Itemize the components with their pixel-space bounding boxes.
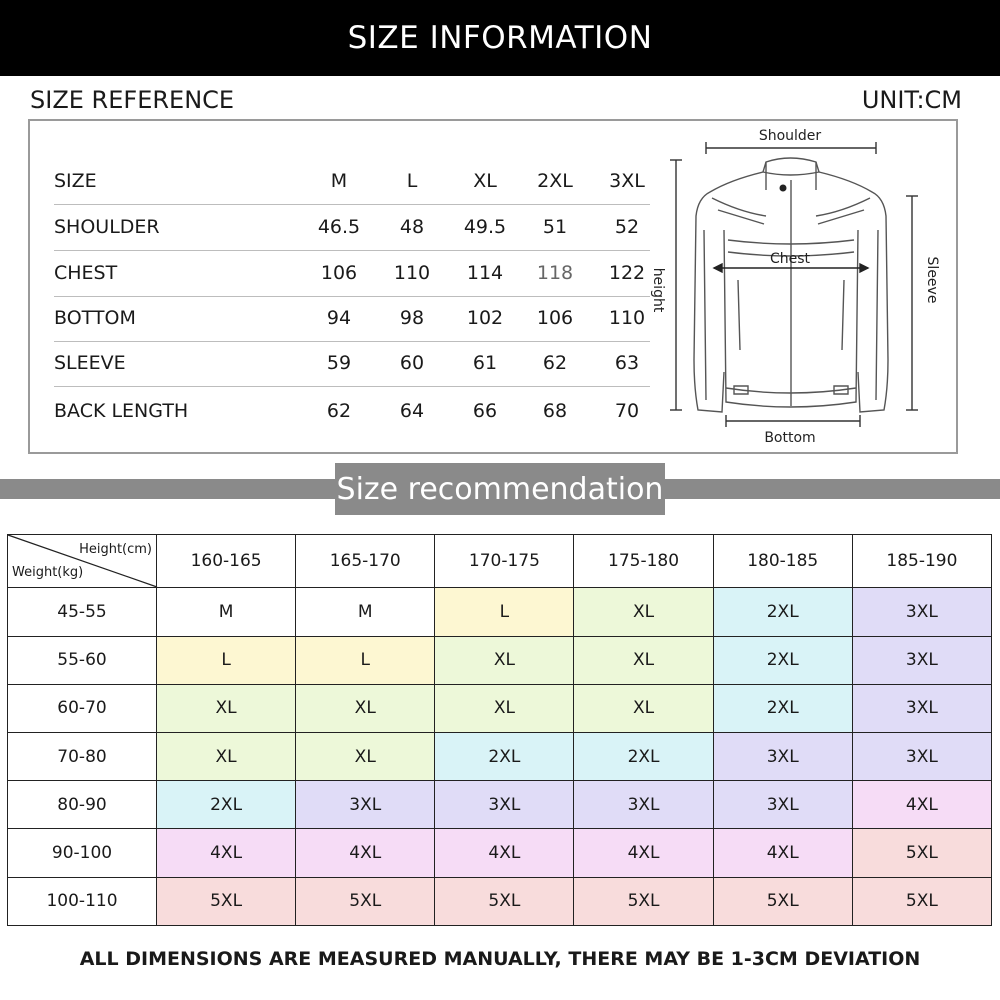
size-cell: 2XL [713,636,852,684]
table-row [8,829,992,877]
size-cell: L [296,636,435,684]
size-cell: XL [435,684,574,732]
height-header: 160-165 [157,535,296,588]
weight-cell: 80-90 [8,781,157,829]
weight-cell: 70-80 [8,732,157,780]
measurement-value: 63 [614,352,640,374]
measurement-row-bottom [54,295,650,342]
size-column-xl: XL [473,170,497,192]
measurement-value: 51 [542,216,568,238]
footer-note: ALL DIMENSIONS ARE MEASURED MANUALLY, THERE MAY BE 1-3CM DEVIATION [79,948,921,970]
size-cell: 5XL [852,829,991,877]
size-cell: 4XL [574,829,713,877]
measurement-value: 68 [542,400,568,422]
size-cell: XL [574,588,713,636]
table-row [8,588,992,636]
measurement-value: 106 [320,262,358,284]
measurement-value: 110 [608,307,646,329]
measurement-name: SHOULDER [54,216,160,238]
height-header: 180-185 [713,535,852,588]
measurement-value: 59 [326,352,352,374]
size-cell: XL [574,636,713,684]
measurement-value: 52 [614,216,640,238]
table-row [8,684,992,732]
size-column-3xl: 3XL [609,170,645,192]
size-recommendation-table [7,534,992,926]
size-cell: 5XL [435,877,574,925]
measurement-row-shoulder [54,204,650,251]
size-cell: 4XL [435,829,574,877]
sleeve-label: Sleeve [924,256,940,304]
size-cell: 2XL [713,684,852,732]
height-axis-label: Height(cm) [79,542,152,557]
measurement-value: 48 [399,216,425,238]
header-bar [0,0,1000,76]
size-recommendation-title: Size recommendation [335,463,665,515]
page-title: SIZE INFORMATION [347,20,653,56]
height-header: 185-190 [852,535,991,588]
measurement-value: 62 [542,352,568,374]
weight-cell: 45-55 [8,588,157,636]
size-cell: 3XL [435,781,574,829]
size-cell: 5XL [574,877,713,925]
table-row [8,781,992,829]
size-cell: 5XL [713,877,852,925]
size-cell: 4XL [296,829,435,877]
size-cell: XL [574,684,713,732]
size-cell: 2XL [157,781,296,829]
weight-cell: 100-110 [8,877,157,925]
size-cell: L [435,588,574,636]
size-cell: XL [157,684,296,732]
size-cell: 3XL [852,636,991,684]
weight-axis-label: Weight(kg) [12,565,84,581]
measurement-value: 49.5 [463,216,507,238]
measurement-value: 110 [393,262,431,284]
weight-cell: 60-70 [8,684,157,732]
size-cell: 4XL [157,829,296,877]
height-header: 165-170 [296,535,435,588]
height-header: 170-175 [435,535,574,588]
measurement-value: 102 [466,307,504,329]
size-cell: 2XL [435,732,574,780]
size-cell: 4XL [713,829,852,877]
table-corner-cell [8,535,157,588]
measurement-value: 62 [326,400,352,422]
measurement-value: 46.5 [317,216,361,238]
size-column-l: L [406,170,418,192]
table-row [8,636,992,684]
size-cell: XL [435,636,574,684]
size-cell: L [157,636,296,684]
measurement-value: 94 [326,307,352,329]
size-cell: 5XL [852,877,991,925]
jacket-diagram [650,120,960,450]
measurement-row-sleeve [54,340,650,387]
size-cell: XL [157,732,296,780]
size-cell: XL [296,684,435,732]
size-cell: 5XL [296,877,435,925]
measurement-name: SLEEVE [54,352,126,374]
table-row [8,732,992,780]
size-column-m: M [330,170,348,192]
measurement-row-chest [54,250,650,297]
measurement-value: 98 [399,307,425,329]
measurement-value: 122 [608,262,646,284]
size-cell: 2XL [574,732,713,780]
measurement-row-back-length [54,388,650,434]
size-cell: 5XL [157,877,296,925]
size-column-label: SIZE [54,170,97,192]
table-row [8,877,992,925]
size-reference-label: SIZE REFERENCE [30,86,235,114]
size-cell: 4XL [852,781,991,829]
measurement-value: 70 [614,400,640,422]
weight-cell: 90-100 [8,829,157,877]
size-cell: 3XL [852,684,991,732]
measurement-value: 118 [536,262,574,284]
size-cell: M [157,588,296,636]
size-column-2xl: 2XL [537,170,573,192]
weight-cell: 55-60 [8,636,157,684]
measurement-name: BACK LENGTH [54,400,189,422]
height-header: 175-180 [574,535,713,588]
unit-label: UNIT:CM [861,86,962,114]
measurement-name: CHEST [54,262,118,284]
table-header-row [8,535,992,588]
measurement-value: 64 [399,400,425,422]
size-cell: 3XL [852,732,991,780]
chest-label: Chest [769,251,811,267]
height-label: height [650,267,666,313]
size-cell: 3XL [574,781,713,829]
size-reference-header-row [54,158,650,205]
measurement-name: BOTTOM [54,307,136,329]
measurement-value: 66 [472,400,498,422]
size-cell: 3XL [713,781,852,829]
size-cell: 3XL [713,732,852,780]
bottom-label: Bottom [764,430,816,446]
size-cell: 3XL [852,588,991,636]
measurement-value: 61 [472,352,498,374]
size-cell: M [296,588,435,636]
measurement-value: 60 [399,352,425,374]
measurement-value: 114 [466,262,504,284]
shoulder-label: Shoulder [758,128,822,144]
measurement-value: 106 [536,307,574,329]
size-cell: 3XL [296,781,435,829]
size-cell: 2XL [713,588,852,636]
size-cell: XL [296,732,435,780]
